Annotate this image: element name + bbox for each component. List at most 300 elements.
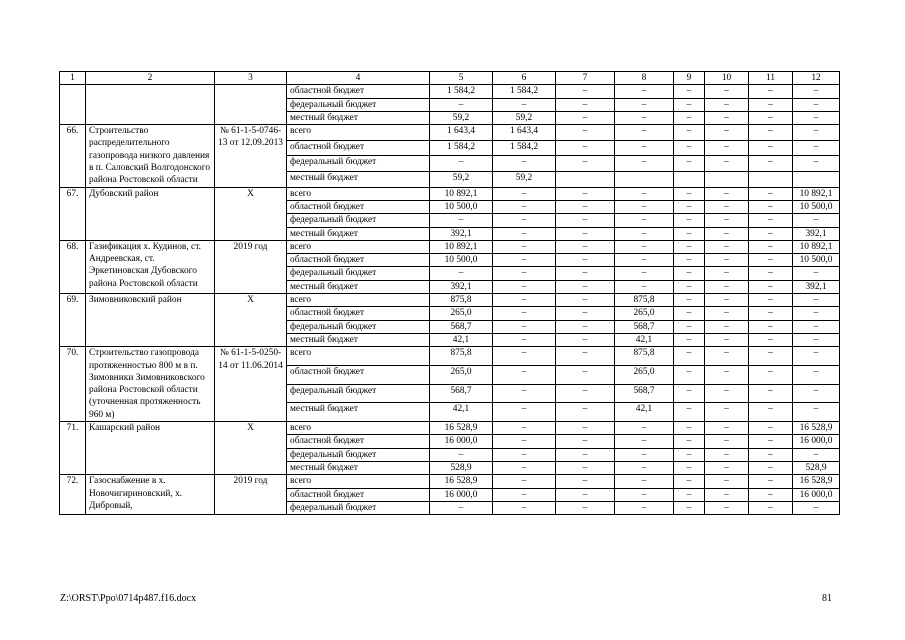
amount-cell: –: [556, 422, 615, 435]
funding-source: местный бюджет: [287, 227, 430, 240]
amount-cell: –: [793, 140, 840, 156]
table-row: [60, 240, 840, 253]
amount-cell: 875,8: [430, 294, 493, 307]
amount-cell: –: [749, 187, 793, 200]
amount-cell: –: [674, 125, 705, 141]
amount-cell: 10 892,1: [793, 187, 840, 200]
amount-cell: –: [793, 125, 840, 141]
amount-cell: –: [674, 98, 705, 111]
amount-cell: –: [674, 347, 705, 366]
amount-cell: –: [674, 365, 705, 384]
footer-file-path: Z:\ORST\Ppo\0714p487.f16.docx: [60, 593, 197, 604]
amount-cell: –: [749, 254, 793, 267]
amount-cell: –: [615, 200, 674, 213]
column-header: 3: [215, 72, 287, 85]
amount-cell: –: [615, 111, 674, 124]
amount-cell: –: [674, 488, 705, 501]
amount-cell: 392,1: [430, 280, 493, 293]
amount-cell: [793, 172, 840, 188]
amount-cell: –: [493, 307, 556, 320]
table-row: [60, 475, 840, 488]
amount-cell: –: [705, 125, 749, 141]
amount-cell: 1 584,2: [430, 140, 493, 156]
amount-cell: –: [556, 156, 615, 172]
amount-cell: –: [749, 240, 793, 253]
amount-cell: –: [674, 254, 705, 267]
column-header: 11: [749, 72, 793, 85]
amount-cell: –: [749, 200, 793, 213]
amount-cell: –: [556, 200, 615, 213]
amount-cell: –: [556, 384, 615, 403]
amount-cell: –: [556, 365, 615, 384]
amount-cell: 16 528,9: [430, 475, 493, 488]
amount-cell: 875,8: [615, 294, 674, 307]
amount-cell: –: [493, 448, 556, 461]
amount-cell: –: [615, 267, 674, 280]
document-ref: № 61-1-5-0250-14 от 11.06.2014: [215, 347, 287, 422]
amount-cell: 59,2: [493, 172, 556, 188]
amount-cell: –: [793, 267, 840, 280]
amount-cell: 265,0: [615, 365, 674, 384]
column-header: 1: [60, 72, 86, 85]
amount-cell: –: [493, 254, 556, 267]
amount-cell: –: [705, 475, 749, 488]
amount-cell: –: [615, 98, 674, 111]
amount-cell: 16 000,0: [430, 488, 493, 501]
amount-cell: –: [674, 333, 705, 346]
amount-cell: –: [493, 294, 556, 307]
object-name: Строительство распределительного газопровода низкого давления в п. Саловский Волгодонского района Ростовской области: [86, 125, 215, 187]
amount-cell: 10 500,0: [793, 200, 840, 213]
amount-cell: –: [493, 384, 556, 403]
amount-cell: –: [749, 333, 793, 346]
amount-cell: –: [493, 422, 556, 435]
amount-cell: –: [430, 267, 493, 280]
amount-cell: –: [749, 85, 793, 98]
amount-cell: –: [430, 214, 493, 227]
amount-cell: –: [749, 488, 793, 501]
amount-cell: –: [674, 267, 705, 280]
amount-cell: –: [705, 488, 749, 501]
amount-cell: –: [674, 227, 705, 240]
amount-cell: 16 000,0: [430, 435, 493, 448]
amount-cell: –: [705, 111, 749, 124]
amount-cell: –: [705, 347, 749, 366]
amount-cell: –: [615, 461, 674, 474]
amount-cell: –: [493, 98, 556, 111]
amount-cell: –: [705, 501, 749, 514]
amount-cell: 42,1: [430, 403, 493, 422]
amount-cell: –: [793, 111, 840, 124]
amount-cell: –: [749, 475, 793, 488]
item-number: 72.: [60, 475, 86, 515]
amount-cell: –: [615, 488, 674, 501]
object-name: Зимовниковский район: [86, 294, 215, 347]
amount-cell: –: [793, 320, 840, 333]
amount-cell: 568,7: [430, 384, 493, 403]
amount-cell: 568,7: [615, 320, 674, 333]
amount-cell: 875,8: [615, 347, 674, 366]
amount-cell: –: [493, 214, 556, 227]
amount-cell: 16 000,0: [793, 488, 840, 501]
object-name: Строительство газопровода протяженностью 800 м в п. Зимовники Зимовниковского района Ростовской области (уточненная протяженность 960 м): [86, 347, 215, 422]
amount-cell: –: [615, 140, 674, 156]
amount-cell: –: [705, 422, 749, 435]
document-ref: 2019 год: [215, 240, 287, 293]
amount-cell: –: [615, 85, 674, 98]
amount-cell: –: [749, 267, 793, 280]
funding-source: всего: [287, 125, 430, 141]
table-row: [60, 85, 840, 98]
amount-cell: 59,2: [493, 111, 556, 124]
amount-cell: –: [615, 254, 674, 267]
amount-cell: 392,1: [793, 280, 840, 293]
amount-cell: –: [793, 347, 840, 366]
amount-cell: 568,7: [430, 320, 493, 333]
amount-cell: –: [493, 320, 556, 333]
amount-cell: –: [705, 85, 749, 98]
amount-cell: –: [674, 320, 705, 333]
amount-cell: –: [615, 448, 674, 461]
object-name: Газоснабжение в х. Новочигириновский, х. Дибровый,: [86, 475, 215, 515]
amount-cell: –: [556, 187, 615, 200]
amount-cell: –: [705, 140, 749, 156]
amount-cell: –: [556, 403, 615, 422]
amount-cell: 10 892,1: [430, 187, 493, 200]
amount-cell: –: [556, 307, 615, 320]
funding-source: областной бюджет: [287, 85, 430, 98]
amount-cell: –: [615, 435, 674, 448]
amount-cell: 42,1: [430, 333, 493, 346]
funding-source: местный бюджет: [287, 461, 430, 474]
amount-cell: –: [493, 501, 556, 514]
amount-cell: –: [556, 501, 615, 514]
amount-cell: –: [674, 403, 705, 422]
column-header: 10: [705, 72, 749, 85]
amount-cell: 1 643,4: [430, 125, 493, 141]
amount-cell: –: [493, 187, 556, 200]
amount-cell: –: [556, 488, 615, 501]
amount-cell: –: [493, 347, 556, 366]
object-name: Кашарский район: [86, 422, 215, 475]
amount-cell: –: [793, 294, 840, 307]
funding-source: федеральный бюджет: [287, 448, 430, 461]
amount-cell: 1 584,2: [493, 85, 556, 98]
column-header: 5: [430, 72, 493, 85]
amount-cell: –: [705, 294, 749, 307]
amount-cell: –: [705, 240, 749, 253]
funding-source: федеральный бюджет: [287, 98, 430, 111]
amount-cell: 16 528,9: [793, 422, 840, 435]
amount-cell: –: [615, 125, 674, 141]
amount-cell: –: [430, 156, 493, 172]
amount-cell: –: [705, 214, 749, 227]
amount-cell: [615, 172, 674, 188]
amount-cell: –: [493, 267, 556, 280]
amount-cell: –: [556, 267, 615, 280]
amount-cell: –: [556, 111, 615, 124]
amount-cell: –: [493, 280, 556, 293]
amount-cell: –: [674, 475, 705, 488]
amount-cell: 1 584,2: [430, 85, 493, 98]
amount-cell: –: [615, 227, 674, 240]
amount-cell: –: [749, 422, 793, 435]
amount-cell: –: [749, 111, 793, 124]
amount-cell: –: [556, 85, 615, 98]
amount-cell: –: [793, 156, 840, 172]
funding-source: федеральный бюджет: [287, 384, 430, 403]
amount-cell: –: [705, 156, 749, 172]
column-header: 4: [287, 72, 430, 85]
column-header: 7: [556, 72, 615, 85]
amount-cell: –: [705, 98, 749, 111]
funding-source: федеральный бюджет: [287, 267, 430, 280]
amount-cell: 1 643,4: [493, 125, 556, 141]
amount-cell: –: [705, 320, 749, 333]
amount-cell: –: [556, 240, 615, 253]
amount-cell: –: [705, 267, 749, 280]
amount-cell: 59,2: [430, 111, 493, 124]
item-number: 71.: [60, 422, 86, 475]
amount-cell: –: [615, 475, 674, 488]
amount-cell: –: [493, 227, 556, 240]
amount-cell: –: [705, 227, 749, 240]
funding-source: местный бюджет: [287, 111, 430, 124]
item-number: 69.: [60, 294, 86, 347]
amount-cell: –: [793, 85, 840, 98]
object-name: Дубовский район: [86, 187, 215, 240]
table-row: [60, 294, 840, 307]
amount-cell: –: [705, 384, 749, 403]
funding-source: федеральный бюджет: [287, 156, 430, 172]
funding-source: местный бюджет: [287, 280, 430, 293]
amount-cell: –: [705, 403, 749, 422]
amount-cell: –: [674, 448, 705, 461]
amount-cell: –: [749, 448, 793, 461]
amount-cell: –: [674, 200, 705, 213]
amount-cell: –: [749, 501, 793, 514]
amount-cell: 10 500,0: [430, 254, 493, 267]
amount-cell: –: [749, 320, 793, 333]
column-header: 9: [674, 72, 705, 85]
amount-cell: –: [674, 187, 705, 200]
document-ref: Х: [215, 294, 287, 347]
amount-cell: –: [493, 200, 556, 213]
amount-cell: –: [493, 475, 556, 488]
amount-cell: –: [793, 214, 840, 227]
amount-cell: 265,0: [430, 365, 493, 384]
funding-source: всего: [287, 347, 430, 366]
amount-cell: –: [749, 125, 793, 141]
amount-cell: 10 892,1: [430, 240, 493, 253]
amount-cell: –: [493, 403, 556, 422]
funding-source: областной бюджет: [287, 435, 430, 448]
amount-cell: –: [674, 422, 705, 435]
object-name: Газификация х. Кудинов, ст. Андреевская, ст. Эркетиновская Дубовского района Ростовской области: [86, 240, 215, 293]
amount-cell: –: [705, 365, 749, 384]
amount-cell: 10 500,0: [430, 200, 493, 213]
amount-cell: –: [430, 501, 493, 514]
amount-cell: 16 528,9: [430, 422, 493, 435]
amount-cell: –: [615, 422, 674, 435]
amount-cell: –: [493, 333, 556, 346]
amount-cell: –: [493, 365, 556, 384]
amount-cell: –: [674, 384, 705, 403]
funding-source: областной бюджет: [287, 307, 430, 320]
item-number: 67.: [60, 187, 86, 240]
amount-cell: –: [793, 98, 840, 111]
amount-cell: –: [749, 403, 793, 422]
amount-cell: –: [749, 227, 793, 240]
item-number: 70.: [60, 347, 86, 422]
amount-cell: –: [556, 140, 615, 156]
amount-cell: 392,1: [430, 227, 493, 240]
amount-cell: –: [705, 307, 749, 320]
funding-source: федеральный бюджет: [287, 501, 430, 514]
amount-cell: [705, 172, 749, 188]
amount-cell: 265,0: [615, 307, 674, 320]
amount-cell: –: [793, 403, 840, 422]
amount-cell: –: [705, 333, 749, 346]
amount-cell: –: [705, 200, 749, 213]
amount-cell: –: [674, 435, 705, 448]
amount-cell: –: [556, 320, 615, 333]
column-header: 8: [615, 72, 674, 85]
amount-cell: –: [749, 347, 793, 366]
amount-cell: 875,8: [430, 347, 493, 366]
amount-cell: –: [556, 347, 615, 366]
amount-cell: –: [556, 125, 615, 141]
column-header: 6: [493, 72, 556, 85]
amount-cell: –: [674, 111, 705, 124]
amount-cell: –: [556, 254, 615, 267]
amount-cell: –: [556, 333, 615, 346]
amount-cell: [749, 172, 793, 188]
funding-source: всего: [287, 422, 430, 435]
amount-cell: –: [674, 294, 705, 307]
amount-cell: 10 500,0: [793, 254, 840, 267]
amount-cell: 528,9: [430, 461, 493, 474]
amount-cell: –: [749, 461, 793, 474]
amount-cell: –: [556, 98, 615, 111]
amount-cell: –: [556, 280, 615, 293]
amount-cell: –: [749, 280, 793, 293]
column-header-row: [60, 72, 840, 85]
amount-cell: –: [705, 187, 749, 200]
amount-cell: –: [493, 240, 556, 253]
column-header: 12: [793, 72, 840, 85]
amount-cell: –: [749, 384, 793, 403]
amount-cell: –: [674, 240, 705, 253]
amount-cell: 16 528,9: [793, 475, 840, 488]
funding-source: местный бюджет: [287, 333, 430, 346]
amount-cell: [556, 172, 615, 188]
amount-cell: –: [556, 475, 615, 488]
amount-cell: –: [705, 448, 749, 461]
amount-cell: –: [493, 488, 556, 501]
amount-cell: –: [615, 187, 674, 200]
amount-cell: –: [749, 365, 793, 384]
table-row: [60, 125, 840, 141]
funding-source: всего: [287, 240, 430, 253]
document-ref: 2019 год: [215, 475, 287, 515]
amount-cell: –: [749, 435, 793, 448]
amount-cell: –: [749, 98, 793, 111]
table-body: [60, 72, 840, 515]
amount-cell: –: [674, 280, 705, 293]
funding-source: областной бюджет: [287, 140, 430, 156]
amount-cell: –: [615, 240, 674, 253]
table-row: [60, 422, 840, 435]
amount-cell: 265,0: [430, 307, 493, 320]
table-row: [60, 347, 840, 366]
amount-cell: 16 000,0: [793, 435, 840, 448]
amount-cell: –: [674, 501, 705, 514]
document-ref: № 61-1-5-0746-13 от 12.09.2013: [215, 125, 287, 187]
amount-cell: –: [674, 85, 705, 98]
item-number: 66.: [60, 125, 86, 187]
amount-cell: –: [749, 294, 793, 307]
amount-cell: 568,7: [615, 384, 674, 403]
amount-cell: 42,1: [615, 333, 674, 346]
amount-cell: 59,2: [430, 172, 493, 188]
item-number: [60, 85, 86, 125]
amount-cell: –: [493, 156, 556, 172]
amount-cell: –: [705, 435, 749, 448]
amount-cell: –: [493, 435, 556, 448]
funding-source: областной бюджет: [287, 365, 430, 384]
amount-cell: –: [793, 333, 840, 346]
amount-cell: –: [749, 307, 793, 320]
funding-source: местный бюджет: [287, 403, 430, 422]
budget-table: [59, 71, 840, 515]
document-ref: Х: [215, 422, 287, 475]
amount-cell: –: [705, 254, 749, 267]
amount-cell: 10 892,1: [793, 240, 840, 253]
object-name: [86, 85, 215, 125]
amount-cell: –: [556, 227, 615, 240]
amount-cell: –: [793, 307, 840, 320]
amount-cell: –: [674, 140, 705, 156]
amount-cell: –: [674, 156, 705, 172]
budget-sheet: [59, 71, 839, 515]
amount-cell: –: [556, 435, 615, 448]
item-number: 68.: [60, 240, 86, 293]
amount-cell: –: [749, 214, 793, 227]
funding-source: местный бюджет: [287, 172, 430, 188]
funding-source: областной бюджет: [287, 254, 430, 267]
amount-cell: –: [615, 156, 674, 172]
amount-cell: –: [705, 280, 749, 293]
amount-cell: [674, 172, 705, 188]
amount-cell: –: [430, 448, 493, 461]
amount-cell: 528,9: [793, 461, 840, 474]
table-row: [60, 187, 840, 200]
amount-cell: 42,1: [615, 403, 674, 422]
funding-source: всего: [287, 475, 430, 488]
amount-cell: –: [674, 461, 705, 474]
amount-cell: –: [749, 156, 793, 172]
amount-cell: –: [793, 365, 840, 384]
funding-source: всего: [287, 187, 430, 200]
funding-source: областной бюджет: [287, 488, 430, 501]
amount-cell: 1 584,2: [493, 140, 556, 156]
amount-cell: –: [430, 98, 493, 111]
amount-cell: –: [493, 461, 556, 474]
amount-cell: –: [615, 280, 674, 293]
amount-cell: –: [674, 214, 705, 227]
amount-cell: –: [674, 307, 705, 320]
